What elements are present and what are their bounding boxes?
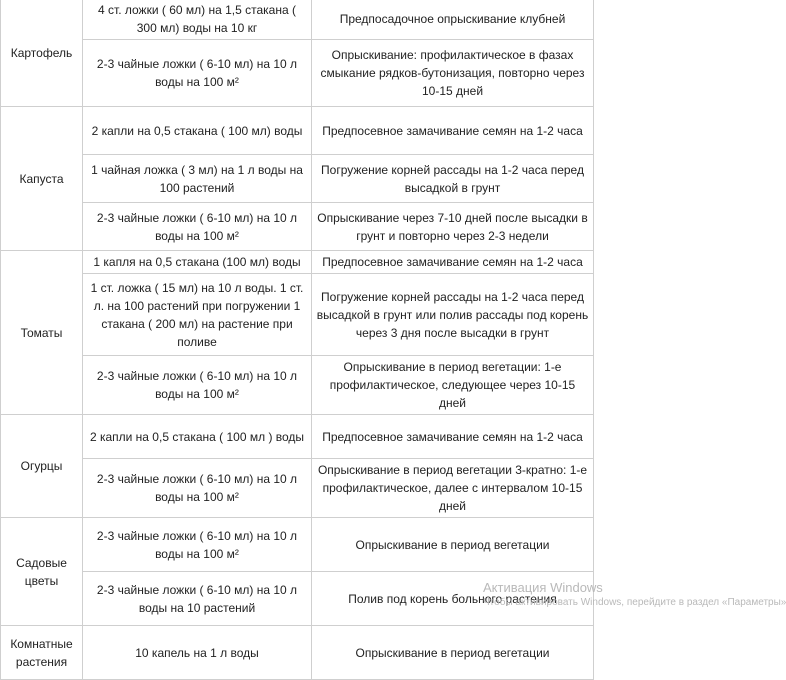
dose-cell: 2-3 чайные ложки ( 6-10 мл) на 10 л воды на 100 м²	[83, 356, 312, 415]
dose-cell: 2-3 чайные ложки ( 6-10 мл) на 10 л воды на 100 м²	[83, 203, 312, 251]
dose-cell: 1 ст. ложка ( 15 мл) на 10 л воды. 1 ст. л. на 100 растений при погружении 1 стакана ( 200 мл) на растение при поливе	[83, 274, 312, 356]
dose-cell: 10 капель на 1 л воды	[83, 626, 312, 680]
purpose-cell: Опрыскивание в период вегетации 3-кратно: 1-е профилактическое, далее с интервалом 10-15 дней	[312, 459, 594, 518]
purpose-cell: Опрыскивание в период вегетации: 1-е профилактическое, следующее через 10-15 дней	[312, 356, 594, 415]
dose-cell: 2 капли на 0,5 стакана ( 100 мл) воды	[83, 107, 312, 155]
crop-name-cell: Капуста	[1, 107, 83, 251]
dose-cell: 2-3 чайные ложки ( 6-10 мл) на 10 л воды на 100 м²	[83, 459, 312, 518]
table-row	[1, 415, 594, 459]
table-row	[1, 518, 594, 572]
table-row	[1, 0, 594, 40]
dose-cell: 2-3 чайные ложки ( 6-10 мл) на 10 л воды на 10 растений	[83, 572, 312, 626]
dose-cell: 2 капли на 0,5 стакана ( 100 мл ) воды	[83, 415, 312, 459]
purpose-cell: Предпосевное замачивание семян на 1-2 часа	[312, 107, 594, 155]
purpose-cell: Полив под корень больного растения	[312, 572, 594, 626]
table-row	[1, 356, 594, 415]
crop-name-cell: Картофель	[1, 0, 83, 107]
purpose-cell: Опрыскивание в период вегетации	[312, 626, 594, 680]
purpose-cell: Предпосадочное опрыскивание клубней	[312, 0, 594, 40]
purpose-cell: Опрыскивание в период вегетации	[312, 518, 594, 572]
crop-name-cell: Огурцы	[1, 415, 83, 518]
purpose-cell: Опрыскивание: профилактическое в фазах смыкание рядков-бутонизация, повторно через 10-15 дней	[312, 40, 594, 107]
purpose-cell: Опрыскивание через 7-10 дней после высадки в грунт и повторно через 2-3 недели	[312, 203, 594, 251]
table-row	[1, 251, 594, 274]
purpose-cell: Предпосевное замачивание семян на 1-2 часа	[312, 251, 594, 274]
dose-cell: 1 капля на 0,5 стакана (100 мл) воды	[83, 251, 312, 274]
dose-cell: 2-3 чайные ложки ( 6-10 мл) на 10 л воды на 100 м²	[83, 518, 312, 572]
dose-cell: 1 чайная ложка ( 3 мл) на 1 л воды на 100 растений	[83, 155, 312, 203]
purpose-cell: Погружение корней рассады на 1-2 часа перед высадкой в грунт	[312, 155, 594, 203]
watermark-subtitle: Чтобы активировать Windows, перейдите в раздел «Параметры»	[483, 597, 786, 608]
table-row	[1, 40, 594, 107]
crop-name-cell: Садовые цветы	[1, 518, 83, 626]
dose-cell: 4 ст. ложки ( 60 мл) на 1,5 стакана ( 300 мл) воды на 10 кг	[83, 0, 312, 40]
table-row	[1, 107, 594, 155]
crop-name-cell: Томаты	[1, 251, 83, 415]
crop-name-cell: Комнатные растения	[1, 626, 83, 680]
dose-cell: 2-3 чайные ложки ( 6-10 мл) на 10 л воды на 100 м²	[83, 40, 312, 107]
windows-activation-watermark	[483, 580, 786, 608]
table-row	[1, 155, 594, 203]
purpose-cell: Погружение корней рассады на 1-2 часа перед высадкой в грунт или полив рассады под корень через 3 дня после высадки в грунт	[312, 274, 594, 356]
table-row	[1, 274, 594, 356]
table-row	[1, 626, 594, 680]
table-row	[1, 459, 594, 518]
purpose-cell: Предпосевное замачивание семян на 1-2 часа	[312, 415, 594, 459]
table-row	[1, 203, 594, 251]
watermark-title: Активация Windows	[483, 580, 603, 595]
